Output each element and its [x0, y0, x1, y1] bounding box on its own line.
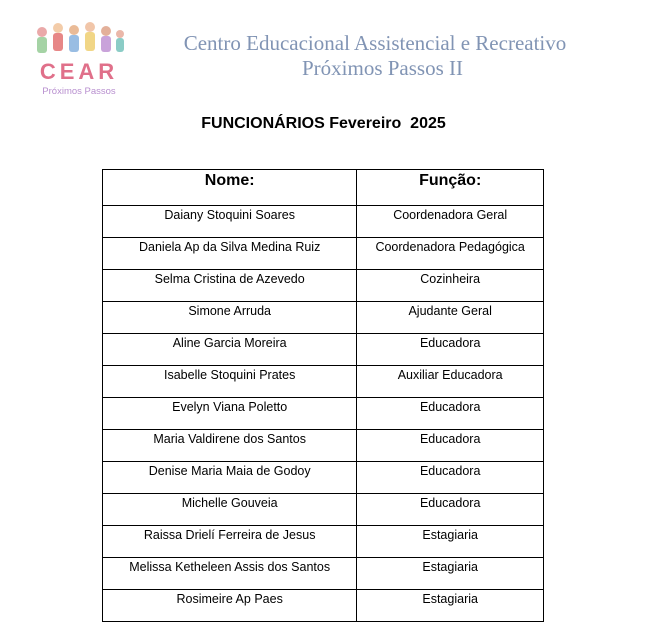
table-row: [103, 558, 544, 590]
staff-table: [102, 169, 544, 622]
cell-role: Cozinheira: [357, 270, 544, 302]
cell-role: Educadora: [357, 462, 544, 494]
table-row: [103, 334, 544, 366]
document-title: FUNCIONÁRIOS Fevereiro 2025: [201, 115, 446, 132]
cell-name: Rosimeire Ap Paes: [103, 590, 357, 622]
cell-role: Educadora: [357, 334, 544, 366]
cell-name: Aline Garcia Moreira: [103, 334, 357, 366]
table-row: [103, 430, 544, 462]
svg-text:Próximos Passos: Próximos Passos: [42, 86, 116, 97]
table-row: [103, 590, 544, 622]
table-row: [103, 494, 544, 526]
table-header-row: [103, 170, 544, 206]
cell-role: Auxiliar Educadora: [357, 366, 544, 398]
column-header-role: Função:: [357, 170, 544, 206]
column-header-name: Nome:: [103, 170, 357, 206]
table-row: [103, 270, 544, 302]
cear-logo: [28, 18, 130, 100]
cell-name: Daiany Stoquini Soares: [103, 206, 357, 238]
cell-name: Evelyn Viana Poletto: [103, 398, 357, 430]
table-row: [103, 238, 544, 270]
cell-name: Maria Valdirene dos Santos: [103, 430, 357, 462]
table-row: [103, 398, 544, 430]
institution-unit: Próximos Passos II: [301, 56, 464, 80]
cell-role: Coordenadora Geral: [357, 206, 544, 238]
cell-name: Isabelle Stoquini Prates: [103, 366, 357, 398]
table-row: [103, 302, 544, 334]
children-logo-icon: [28, 18, 130, 100]
svg-text:CEAR: CEAR: [39, 59, 119, 84]
table-row: [103, 206, 544, 238]
cell-name: Daniela Ap da Silva Medina Ruiz: [103, 238, 357, 270]
cell-name: Selma Cristina de Azevedo: [103, 270, 357, 302]
cell-role: Educadora: [357, 398, 544, 430]
cell-name: Raissa Drielí Ferreira de Jesus: [103, 526, 357, 558]
cell-name: Denise Maria Maia de Godoy: [103, 462, 357, 494]
table-row: [103, 526, 544, 558]
cell-name: Melissa Ketheleen Assis dos Santos: [103, 558, 357, 590]
cell-name: Simone Arruda: [103, 302, 357, 334]
table-row: [103, 462, 544, 494]
cell-role: Educadora: [357, 430, 544, 462]
table-row: [103, 366, 544, 398]
cell-role: Estagiaria: [357, 590, 544, 622]
cell-role: Educadora: [357, 494, 544, 526]
cell-role: Coordenadora Pedagógica: [357, 238, 544, 270]
cell-name: Michelle Gouveia: [103, 494, 357, 526]
cell-role: Estagiaria: [357, 526, 544, 558]
cell-role: Estagiaria: [357, 558, 544, 590]
cell-role: Ajudante Geral: [357, 302, 544, 334]
institution-name: Centro Educacional Assistencial e Recreativo: [183, 31, 567, 55]
